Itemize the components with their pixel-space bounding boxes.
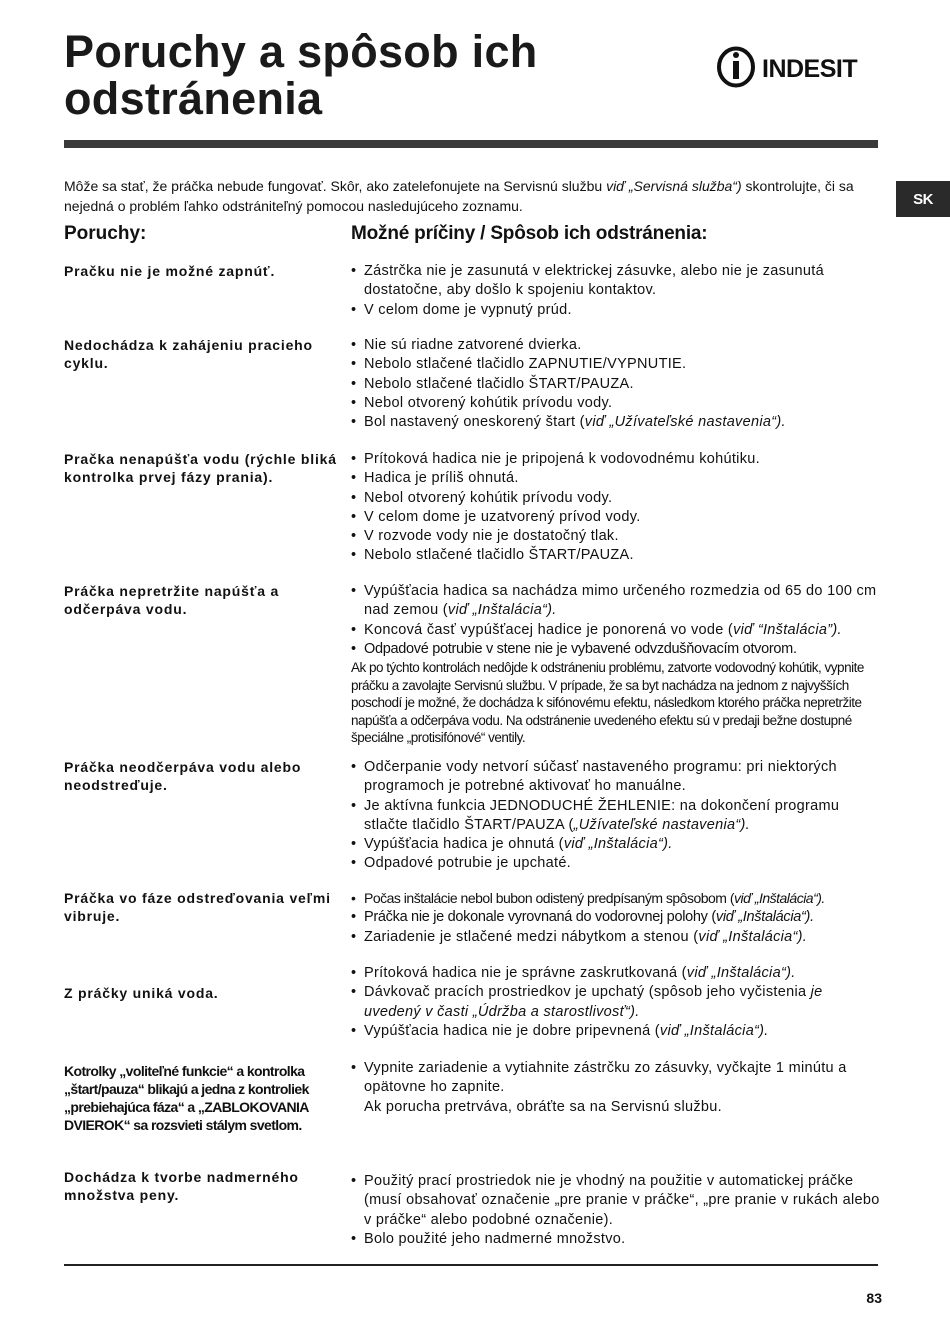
cause-text: Odpadové potrubie v stene nie je vybavené odvzdušňovacím otvorom. <box>364 640 797 657</box>
page-number: 83 <box>866 1290 882 1306</box>
cause-text: Je aktívna funkcia JEDNODUCHÉ ŽEHLENIE: na dokončení programu stlačte tlačidlo ŠTART/PAUZA ( <box>364 797 840 833</box>
cause-text: Prítoková hadica nie je správne zaskrutkovaná ( <box>364 965 687 981</box>
cause-text: Nie sú riadne zatvorené dvierka. <box>364 337 582 353</box>
cause-item <box>351 621 881 640</box>
cause-item <box>351 758 881 797</box>
cause-reference: viď „Inštalácia“). <box>715 909 814 926</box>
cause-item <box>351 450 881 469</box>
cause-text: Zástrčka nie je zasunutá v elektrickej zásuvke, alebo nie je zasunutá dostatočne, aby došlo k spojeniu kontaktov. <box>364 263 824 299</box>
cause-item <box>351 413 881 432</box>
cause-reference: viď „Inštalácia“). <box>698 928 808 945</box>
fault-label: Kotrolky „voliteľné funkcie“ a kontrolka „štart/pauza“ blikajú a jedna z kontroliek „prebiehajúca fáza“ a „ZABLOKOVANIA DVIEROK“ sa rozsvieti stálym svetlom. <box>64 1063 309 1133</box>
cause-reference: „Užívateľské nastavenia“). <box>573 816 750 833</box>
cause-item <box>351 262 881 301</box>
cause-text: Nebolo stlačené tlačidlo ZAPNUTIE/VYPNUTIE. <box>364 356 687 373</box>
cause-text: Nebolo stlačené tlačidlo ŠTART/PAUZA. <box>364 547 634 564</box>
cause-item <box>351 928 881 947</box>
cause-list <box>351 450 881 566</box>
cause-item <box>351 964 881 983</box>
cause-text: Zariadenie je stlačené medzi nábytkom a stenou ( <box>364 928 699 945</box>
cause-list <box>351 262 881 320</box>
cause-item <box>351 355 881 374</box>
cause-item <box>351 854 881 873</box>
cause-text: V rozvode vody nie je dostatočný tlak. <box>364 528 619 545</box>
cause-item <box>351 546 881 565</box>
footer-divider <box>64 1264 878 1266</box>
cause-reference: viď „Inštalácia“). <box>734 890 825 906</box>
cause-followup <box>351 1098 881 1117</box>
cause-text: Prítoková hadica nie je pripojená k vodovodnému kohútiku. <box>364 451 760 467</box>
cause-text: Bol nastavený oneskorený štart ( <box>364 414 585 431</box>
language-tab: SK <box>896 181 950 217</box>
cause-item <box>351 1230 881 1249</box>
cause-item <box>351 1172 881 1230</box>
cause-item <box>351 797 881 836</box>
cause-text: Vypúšťacia hadica sa nachádza mimo určeného rozmedzia od 65 do 100 cm nad zemou ( <box>364 583 877 619</box>
intro-paragraph <box>64 176 864 216</box>
cause-text: Nebolo stlačené tlačidlo ŠTART/PAUZA. <box>364 375 634 392</box>
cause-item <box>351 508 881 527</box>
cause-list <box>351 1059 881 1117</box>
header-divider <box>64 140 878 148</box>
cause-list <box>351 964 881 1041</box>
brand-wordmark: INDESIT <box>762 55 858 83</box>
cause-reference: viď „Inštalácia“). <box>686 965 796 981</box>
cause-text: Dávkovač pracích prostriedkov je upchatý (spôsob jeho vyčistenia <box>364 984 811 1001</box>
causes-heading: Možné príčiny / Spôsob ich odstránenia: <box>351 223 708 244</box>
cause-reference: viď „Užívateľské nastavenia“). <box>584 414 786 431</box>
cause-reference: je uvedený v časti „Údržba a starostlivosť“). <box>364 984 823 1020</box>
indesit-logo <box>716 46 881 88</box>
cause-item <box>351 1059 881 1098</box>
cause-list <box>351 1172 881 1249</box>
cause-item <box>351 1022 881 1041</box>
cause-text: V celom dome je vypnutý prúd. <box>364 301 572 318</box>
cause-text: Použitý prací prostriedok nie je vhodný na použitie v automatickej práčke (musí obsahovať označenie „pre pranie v práčke“, „pre pranie v rukách alebo v práčke“ alebo podobné označenie). <box>364 1173 880 1228</box>
cause-text: Koncová časť vypúšťacej hadice je ponorená vo vode ( <box>364 621 734 638</box>
cause-text: Vypúšťacia hadica nie je dobre pripevnená ( <box>364 1022 660 1039</box>
cause-text: Vypúšťacia hadica je ohnutá ( <box>364 836 564 853</box>
cause-item <box>351 983 881 1022</box>
intro-text: Môže sa stať, že práčka nebude fungovať. Skôr, ako zatelefonujete na Servisnú službu <box>64 178 607 194</box>
cause-list <box>351 582 881 747</box>
fault-label: Dochádza k tvorbe nadmerného množstva peny. <box>64 1169 299 1203</box>
cause-list <box>351 758 881 874</box>
fault-label: Práčka nepretržite napúšťa a odčerpáva vodu. <box>64 583 280 617</box>
cause-text: Počas inštalácie nebol bubon odistený predpísaným spôsobom ( <box>364 890 735 906</box>
cause-item <box>351 394 881 413</box>
page-title-line-2: odstránenia <box>64 73 323 124</box>
fault-label: Nedochádza k zahájeniu pracieho cyklu. <box>64 337 313 371</box>
faults-heading: Poruchy: <box>64 223 147 244</box>
cause-text: Odpadové potrubie je upchaté. <box>364 855 572 872</box>
fault-label: Pračku nie je možné zapnúť. <box>64 263 276 279</box>
cause-item <box>351 301 881 320</box>
fault-label: Z práčky uniká voda. <box>64 985 219 1001</box>
cause-text: Práčka nie je dokonale vyrovnaná do vodorovnej polohy ( <box>364 909 716 926</box>
cause-list <box>351 336 881 432</box>
fault-label: Pračka nenapúšťa vodu (rýchle bliká kontrolka prvej fázy prania). <box>64 451 337 485</box>
cause-reference: viď “Inštalácia”). <box>733 621 842 638</box>
cause-text: Hadica je príliš ohnutá. <box>364 470 519 487</box>
cause-text: Odčerpanie vody netvorí súčasť nastaveného programu: pri niektorých programoch je potrebné aktivovať ho manuálne. <box>364 759 837 795</box>
cause-item <box>351 527 881 546</box>
cause-reference: viď „Inštalácia“). <box>659 1022 769 1039</box>
cause-text: Nebol otvorený kohútik prívodu vody. <box>364 394 613 411</box>
cause-text: Bolo použité jeho nadmerné množstvo. <box>364 1230 626 1247</box>
cause-item <box>351 582 881 621</box>
page-title <box>64 28 538 122</box>
cause-reference: viď „Inštalácia“). <box>563 836 673 853</box>
cause-item <box>351 889 881 908</box>
intro-reference: viď „Servisná služba“) <box>606 178 742 194</box>
cause-item <box>351 375 881 394</box>
cause-item <box>351 908 881 927</box>
cause-note-text: Ak po týchto kontrolách nedôjde k odstráneniu problému, zatvorte vodovodný kohútik, vypnite práčku a zavolajte Servisnú službu. V prípade, že sa byt nachádza na jednom z najvyšších poschodí je možné, že dochádza k sifónovému efektu, následkom ktorého práčka nepretržite napúšťa a odčerpáva vodu. Na odstránenie uvedeného efektu sú v predaji bežne dostupné špeciálne „protisifónové“ ventily. <box>351 660 864 746</box>
cause-followup-text: Ak porucha pretrváva, obráťte sa na Servisnú službu. <box>364 1098 722 1115</box>
cause-item <box>351 489 881 508</box>
cause-note <box>351 659 881 747</box>
cause-item <box>351 336 881 355</box>
cause-text: Vypnite zariadenie a vytiahnite zástrčku zo zásuvky, vyčkajte 1 minútu a opätovne ho zapnite. <box>364 1060 847 1096</box>
cause-reference: viď „Inštalácia“). <box>447 602 557 619</box>
cause-item <box>351 835 881 854</box>
page-title-line-1: Poruchy a spôsob ich <box>64 26 538 77</box>
fault-label: Práčka vo fáze odstreďovania veľmi vibruje. <box>64 890 331 924</box>
intro-text-end: skontrolujte, či sa nejedná o problém ľahko odstrániteľný pomocou nasledujúceho zoznamu. <box>64 178 854 214</box>
cause-text: V celom dome je uzatvorený prívod vody. <box>364 508 641 525</box>
cause-list <box>351 889 881 947</box>
cause-item <box>351 640 881 659</box>
cause-item <box>351 469 881 488</box>
fault-label: Práčka neodčerpáva vodu alebo neodstreďuje. <box>64 759 302 793</box>
cause-text: Nebol otvorený kohútik prívodu vody. <box>364 489 613 506</box>
